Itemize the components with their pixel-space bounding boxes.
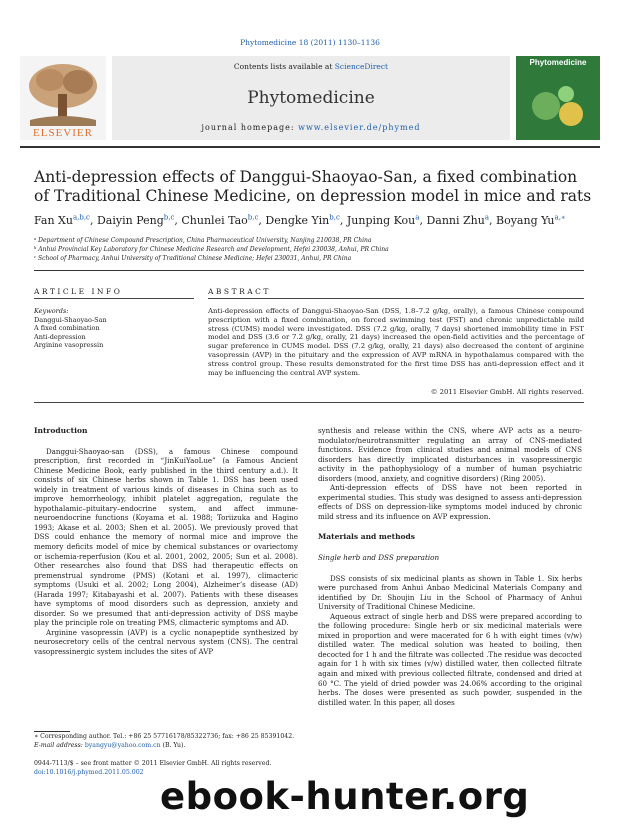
contents-available xyxy=(112,62,510,71)
methods-subheading: Single herb and DSS preparation xyxy=(318,553,440,563)
author-affiliation-marker[interactable]: b,c xyxy=(163,213,175,221)
author: Danni Zhu$^a$, xyxy=(426,213,497,227)
keyword: A fixed combination xyxy=(34,324,100,332)
author-affiliation-marker[interactable]: a,∗ xyxy=(554,213,566,221)
intro-paragraph-1: Danggui-Shaoyao-san (DSS), a famous Chinese compound prescription, first recorded in “JinKuiYaoLue” (a Famous Ancient Chinese Medicine Book, early published in the third century a.d.). It consists of six Chinese herbs shown in Table 1. DSS has been used widely in treatment of various kinds of diseases in China such as to improve hemorrheology, inhibit platelet aggregation, regulate the hypothalamic–pituitary–endocrine system, and affect immune-neuroendocrine functions (Koyama et al. 1988; Toriizuka and Hagino 1993; Akase et al. 2003; Shen et al. 2005). We previously proved that DSS could enhance the memory of normal mice and improve the memory deficits model of mice by chemical substances or ovariectomy or ischemia-reperfusion (Kou et al. 2001, 2002, 2005; Sun et al. 2008). Other researches also found that DSS had therapeutic effects on premenstrual syndrome (PMS) (Kotani et al. 1997), climacteric symptoms (Usuki et al. 2002; Long 2004), Alzheimer’s disease (AD) (Harada 1997; Kitabayashi et al. 2007). Patients with these diseases have symptoms of mood disorders such as depression, anxiety and disorder. So we presumed that anti-depression activity of DSS maybe play the principle role on treating PMS, climacteric symptoms and AD. xyxy=(34,446,298,628)
abstract-bottom-rule xyxy=(34,402,584,403)
homepage-link[interactable]: www.elsevier.de/phymed xyxy=(298,123,421,132)
doi-link[interactable]: doi:10.1016/j.phymed.2011.05.002 xyxy=(34,768,144,776)
author-affiliation-marker[interactable]: a xyxy=(415,213,420,221)
author-affiliation-marker[interactable]: a xyxy=(484,213,490,221)
keyword: Danggui-Shaoyao-San xyxy=(34,315,107,324)
author-name: Danni Zhu xyxy=(426,213,485,227)
body-right-column xyxy=(318,426,582,707)
keywords-label: Keywords: xyxy=(34,307,69,315)
right-paragraph-1: synthesis and release within the CNS, where AVP acts as a neuro-modulator/neurotransmitter regulating an array of CNS-mediated functions. Evidence from clinical studies and animal models of CNS disorders has directly implicated disturbances in vasopressinergic activity in the pathophysiology of a number of human psychiatric disorders (mood, anxiety, and cognitive disorders) (Ring 2005). xyxy=(318,426,582,483)
methods-paragraph-2: Aqueous extract of single herb and DSS were prepared according to the following procedure: Single herb or six medicinal materials were mixed in proportion and were macerated for 6 h with eight times (v/w) distilled water. The medical solution was heated to boiling, then decocted for 1 h and the filtrate was collected .The residue was decocted again for 1 h with six times (v/w) distilled water, then collected filtrate again and mixed with previous collected filtrate, condensed and dried at 60 °C. The yield of dried powder was 24.06% according to the original herbs. The doses were presented as such powder, suspended in the distilled water. In this paper, all doses xyxy=(318,611,582,707)
author-affiliation-marker[interactable]: a,b,c xyxy=(72,213,90,221)
footnote-rule xyxy=(34,731,70,732)
cover-title: Phytomedicine xyxy=(529,58,587,67)
abstract-text: Anti-depression effects of Danggui-Shaoyao-San (DSS, 1.8–7.2 g/kg, orally), a famous Chinese compound prescription with a fixed combination, on forced swimming test (FST) and chronic unpredictable mild stress (CUMS) model were investigated. DSS (7.2 g/kg, orally, 7 days) shortened immobility time in FST model and DSS (3.6 or 7.2 g/kg, orally, 21 days) increased the open-field activities and the percentage of sugar preference in CUMS model. DSS (7.2 g/kg, orally, 21 days) also decreased the content of arginine vasopressin (AVP) in the pituitary and the expression of AVP mRNA in hypothalamus compared with the stress control group. These results demonstrated for the first time DSS has anti-depression effect and it may be influencing the central AVP system. xyxy=(208,307,584,377)
abstract-copyright: © 2011 Elsevier GmbH. All rights reserved. xyxy=(430,388,584,396)
author-list xyxy=(34,213,566,227)
affiliation-c: ᶜ School of Pharmacy, Anhui University of Traditional Chinese Medicine; Hefei 230031, Anhui, PR China xyxy=(34,255,352,262)
issn-line: 0944-7113/$ – see front matter © 2011 Elsevier GmbH. All rights reserved. xyxy=(34,760,272,767)
author: Fan Xu$^{a,b,c}$, xyxy=(34,213,97,227)
article-info-heading: ARTICLE INFO xyxy=(34,287,123,296)
contents-prefix: Contents lists available at xyxy=(233,62,335,71)
body-left-column xyxy=(34,426,298,657)
author-name: Junping Kou xyxy=(346,213,416,227)
intro-paragraph-2: Arginine vasopressin (AVP) is a cyclic nonapeptide synthesized by neurosecretory cells of the central nervous system (CNS). The central vasopressinergic system includes the sites of AVP xyxy=(34,627,298,657)
author: Dengke Yin$^{b,c}$, xyxy=(265,213,347,227)
article-title: Anti-depression effects of Danggui-Shaoyao-San, a fixed combination of Traditional Chinese Medicine, on depression model in mice and rats xyxy=(34,168,592,205)
author: Junping Kou$^a$, xyxy=(346,213,427,227)
email-label: E-mail address: xyxy=(34,741,85,749)
affiliations xyxy=(34,236,389,263)
author: Daiyin Peng$^{b,c}$, xyxy=(96,213,182,227)
author: Chunlei Tao$^{b,c}$, xyxy=(181,213,266,227)
watermark: ebook-hunter.org xyxy=(160,775,530,818)
footnote xyxy=(34,733,304,750)
abstract-heading: ABSTRACT xyxy=(208,287,271,296)
keyword: Anti-depression xyxy=(34,332,86,341)
affiliation-a: ᵃ Department of Chinese Compound Prescription, China Pharmaceutical University, Nanjing 210038, PR China xyxy=(34,237,372,244)
journal-homepage xyxy=(112,123,510,132)
right-paragraph-2: Anti-depression effects of DSS have not been reported in experimental studies. This study was designed to assess anti-depression effects of DSS on depression-like symptoms model induced by chronic mild stress and its influence on AVP expression. xyxy=(318,483,582,521)
journal-citation[interactable]: Phytomedicine 18 (2011) 1130–1136 xyxy=(240,38,380,47)
email-suffix: (B. Yu). xyxy=(160,741,186,749)
header-rule xyxy=(20,146,600,148)
author-affiliation-marker[interactable]: b,c xyxy=(329,213,340,221)
journal-name: Phytomedicine xyxy=(247,88,375,108)
author-name: Boyang Yu xyxy=(496,213,555,227)
author-name: Dengke Yin xyxy=(265,213,330,227)
affiliation-b: ᵇ Anhui Provincial Key Laboratory for Chinese Medicine Research and Development, Hefei 230038, Anhui, PR China xyxy=(34,246,389,253)
abstract-rule xyxy=(208,298,584,299)
introduction-heading: Introduction xyxy=(34,426,88,435)
methods-paragraph-1: DSS consists of six medicinal plants as shown in Table 1. Six herbs were purchased from Anhui Anbao Medicinal Materials Company and identified by Dr. Shoujin Liu in the School of Pharmacy of Anhui University of Traditional Chinese Medicine. xyxy=(318,573,582,612)
author-affiliation-marker[interactable]: b,c xyxy=(247,213,259,221)
sciencedirect-link[interactable]: ScienceDirect xyxy=(334,62,389,71)
author-name: Fan Xu xyxy=(34,213,73,227)
keywords-block xyxy=(34,307,194,350)
author-name: Chunlei Tao xyxy=(181,213,248,227)
keyword: Arginine vasopressin xyxy=(34,341,104,349)
affiliation-rule xyxy=(34,270,584,271)
homepage-prefix: journal homepage: xyxy=(201,123,299,132)
methods-heading: Materials and methods xyxy=(318,532,416,542)
journal-cover-thumbnail[interactable] xyxy=(516,56,600,140)
elsevier-tree-logo xyxy=(20,56,106,140)
publisher-name: ELSEVIER xyxy=(33,127,93,139)
author-name: Daiyin Peng xyxy=(96,213,164,227)
article-info-rule xyxy=(34,298,194,299)
corresponding-author: ∗ Corresponding author. Tel.: +86 25 57716178/85322736; fax: +86 25 85391042. xyxy=(34,733,295,740)
email-link[interactable]: byangyu@yahoo.com.cn xyxy=(84,741,161,749)
author xyxy=(496,214,566,227)
